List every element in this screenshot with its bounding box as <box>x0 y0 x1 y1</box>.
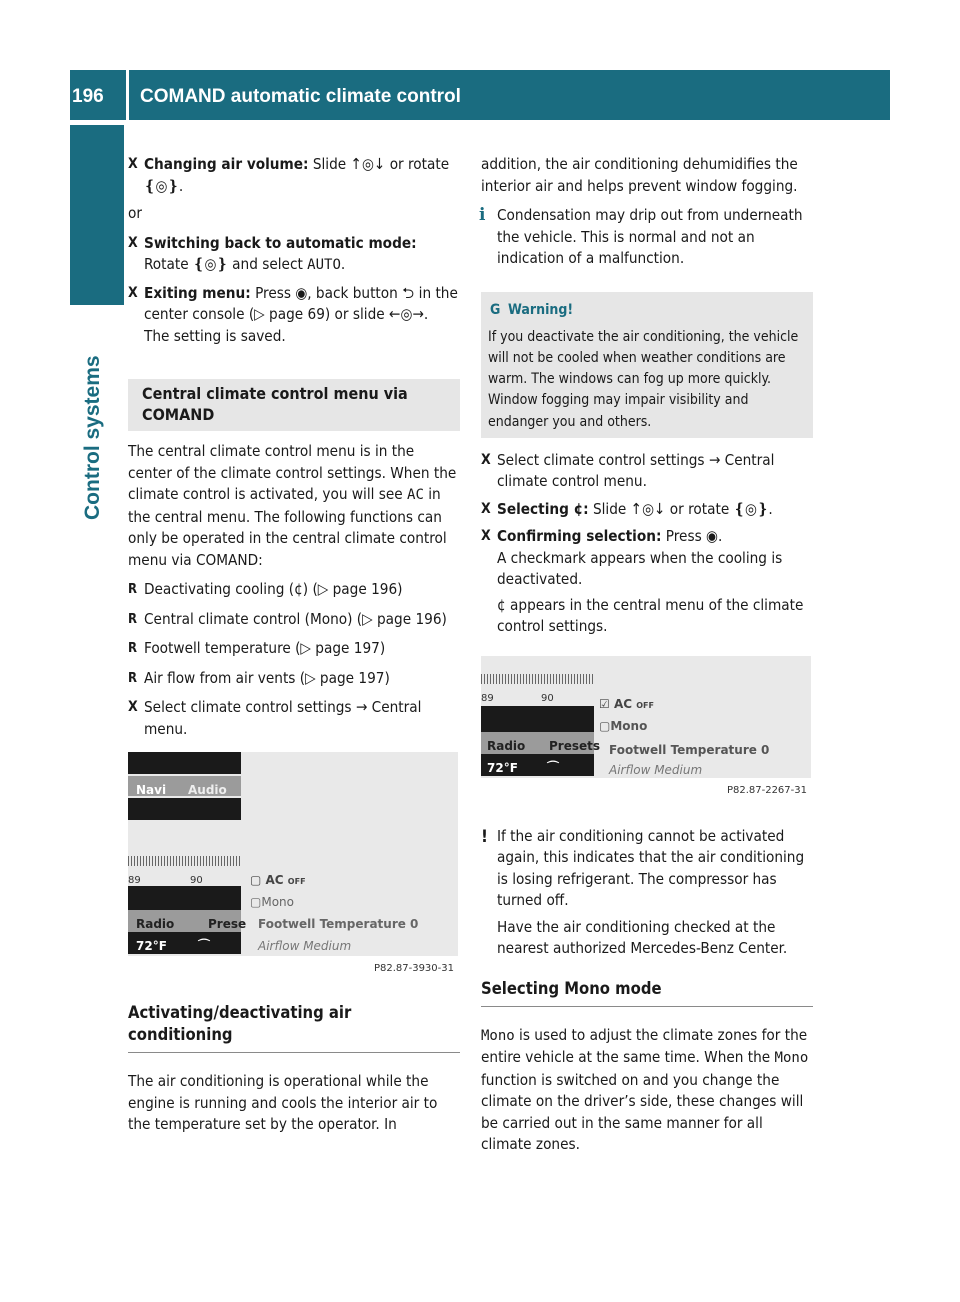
frequency-scale <box>481 674 594 684</box>
notice-note <box>481 826 813 960</box>
paragraph-air-conditioning: The air conditioning is operational while the engine is running and cools the interior air to the temperature set by the operator. In <box>128 1072 438 1133</box>
step-text-end: . <box>340 255 346 273</box>
screen-radio: Radio <box>487 738 526 753</box>
header-separator <box>126 70 129 120</box>
ac-label: AC <box>407 487 424 503</box>
screen-image-ac-off <box>481 656 811 796</box>
step-confirm-selection <box>481 526 813 638</box>
scale-label: 90 <box>190 875 203 886</box>
left-column <box>128 154 460 1144</box>
step-text: Slide ↑◎↓ or rotate ❴◎❵. <box>144 155 450 195</box>
step-select-ac-off <box>481 499 813 521</box>
step-auto-mode <box>128 233 460 277</box>
step-text: Press ◉. <box>661 527 723 546</box>
notice-text: If the air conditioning cannot be activated again, this indicates that the air conditioning is losing refrigerant. The compressor has turned off. <box>497 826 805 910</box>
paragraph-central-menu: The central climate control menu is in the center of the climate control settings. When the climate control is activated, you will see AC in the central menu. The following functions can only be operated in the central climate control menu via COMAND: <box>128 442 457 569</box>
screen-airflow: Airflow Medium <box>609 762 703 777</box>
screen-presets: Presets <box>549 738 601 753</box>
step-change-air-volume <box>128 154 460 197</box>
step-select-central-menu: X Select climate control settings → Central climate control menu. <box>481 450 813 493</box>
scale-label: 89 <box>481 692 494 704</box>
step-label: Selecting ¢: <box>497 499 589 518</box>
paragraph-mono: Mono is used to adjust the climate zones for the entire vehicle at the same time. When the Mono function is switched on and you change the climate on the driver’s side, these changes will be carried out in the same manner for all climate zones. <box>481 1025 809 1154</box>
step-text: Rotate ❴◎❵ and select <box>144 255 308 273</box>
image-caption: P82.87-3930-31 <box>373 963 454 974</box>
screen-navi: Navi <box>136 783 167 797</box>
screen-airflow: Airflow Medium <box>258 939 352 953</box>
warning-text: If you deactivate the air conditioning, the vehicle will not be cooled when weather conditions are warm. The windows can fog up more quickly. Window fogging may impair visibility and endanger you and others. <box>488 328 799 430</box>
exclamation-icon: ! <box>481 826 488 847</box>
screen-footwell: Footwell Temperature 0 <box>609 742 770 757</box>
step-text: Press ◉, back button ⮌ in the center console (▷ page 69) or slide ←◎→. <box>144 283 458 323</box>
side-tab <box>70 125 124 305</box>
screen-temperature: 72°F <box>487 760 518 775</box>
scale-label: 89 <box>128 875 141 886</box>
bullet-item: R Deactivating cooling (¢) (▷ page 196) <box>128 579 460 601</box>
step-result-2: ¢ appears in the central menu of the climate control settings. <box>497 595 804 636</box>
section-heading-air-conditioning: Activating/deactivating air conditioning <box>128 1002 460 1053</box>
notice-text-2: Have the air conditioning checked at the nearest authorized Mercedes-Benz Center. <box>497 917 788 958</box>
step-select-settings: X Select climate control settings → Central menu. <box>128 697 460 740</box>
step-exit-menu <box>128 283 460 348</box>
scale-label: 90 <box>541 692 554 704</box>
page-number: 196 <box>72 86 104 107</box>
bullet-item: R Central climate control (Mono) (▷ page 196) <box>128 609 460 631</box>
step-label: Exiting menu: <box>144 283 251 302</box>
step-label: Changing air volume: <box>144 155 309 173</box>
step-result: The setting is saved. <box>144 326 286 345</box>
screen-temperature: 72°F <box>136 939 167 953</box>
step-text: Slide ↑◎↓ or rotate ❴◎❵. <box>588 499 773 518</box>
section-heading-central-menu: Central climate control menu via COMAND <box>128 379 460 431</box>
screen-image-central-menu <box>128 752 458 974</box>
fan-icon: ⌒ <box>198 938 211 952</box>
screen-mono: ▢Mono <box>599 718 648 733</box>
screen-mono: ▢Mono <box>250 895 294 909</box>
step-label: Switching back to automatic mode: <box>144 233 417 252</box>
warning-title: G Warning! <box>488 300 807 321</box>
step-result: A checkmark appears when the cooling is deactivated. <box>497 548 783 589</box>
paragraph-dehumidify: addition, the air conditioning dehumidifies the interior air and helps prevent window fogging. <box>481 155 798 195</box>
step-label: Confirming selection: <box>497 527 662 546</box>
image-caption: P82.87-2267-31 <box>726 784 807 796</box>
right-column <box>481 154 813 1164</box>
fan-icon: ⌒ <box>547 759 560 774</box>
screen-audio: Audio <box>188 783 227 797</box>
screen-ac: ▢ AC OFF <box>250 873 306 887</box>
info-note <box>481 205 813 270</box>
screen-radio: Radio <box>136 917 175 931</box>
info-text: Condensation may drip out from underneath the vehicle. This is normal and not an indication of a malfunction. <box>497 206 803 267</box>
page-title: COMAND automatic climate control <box>140 86 461 107</box>
frequency-scale <box>128 856 241 866</box>
section-heading-mono: Selecting Mono mode <box>481 978 813 1007</box>
bullet-item: R Air flow from air vents (▷ page 197) <box>128 668 460 690</box>
section-label: Control systems <box>81 355 104 520</box>
warning-box <box>481 292 813 438</box>
bullet-item: R Footwell temperature (▷ page 197) <box>128 638 460 660</box>
info-icon: i <box>479 205 486 225</box>
or-text: or <box>128 204 142 222</box>
screen-ac-checked: ☑ AC OFF <box>599 696 654 711</box>
screen-presets: Prese <box>208 917 247 931</box>
auto-label: AUTO <box>307 257 341 273</box>
screen-footwell: Footwell Temperature 0 <box>258 917 419 931</box>
